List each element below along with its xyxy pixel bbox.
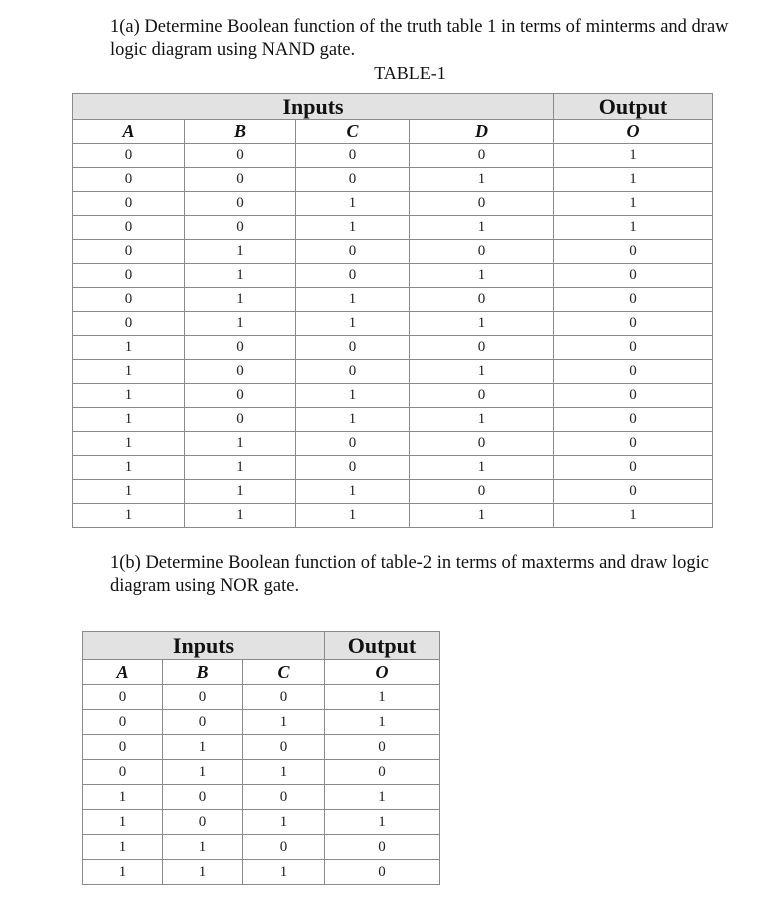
cell-o: 1: [325, 685, 440, 710]
cell-b: 0: [163, 710, 243, 735]
table-row: [83, 785, 440, 810]
cell-o: 0: [325, 860, 440, 885]
cell-a: 0: [83, 685, 163, 710]
cell-a: 1: [73, 360, 185, 384]
cell-o: 1: [554, 144, 713, 168]
table-row: [73, 240, 713, 264]
cell-d: 1: [410, 456, 554, 480]
cell-o: 0: [554, 336, 713, 360]
cell-a: 1: [73, 504, 185, 528]
table-row: [73, 432, 713, 456]
cell-b: 0: [163, 785, 243, 810]
cell-b: 0: [163, 810, 243, 835]
cell-o: 0: [325, 760, 440, 785]
table1-body: [73, 144, 713, 528]
cell-c: 0: [243, 835, 325, 860]
cell-d: 1: [410, 168, 554, 192]
cell-a: 1: [83, 785, 163, 810]
table2-col-a: A: [83, 660, 163, 685]
table1-col-d: D: [410, 120, 554, 144]
table-row: [73, 288, 713, 312]
cell-a: 0: [73, 216, 185, 240]
cell-o: 0: [554, 408, 713, 432]
table-row: [83, 760, 440, 785]
cell-o: 0: [325, 735, 440, 760]
cell-d: 1: [410, 360, 554, 384]
table-row: [73, 192, 713, 216]
cell-a: 0: [73, 168, 185, 192]
cell-o: 0: [554, 360, 713, 384]
cell-a: 1: [73, 432, 185, 456]
cell-a: 0: [73, 312, 185, 336]
cell-b: 1: [185, 480, 296, 504]
cell-b: 1: [163, 760, 243, 785]
table1-col-b: B: [185, 120, 296, 144]
table-row: [73, 144, 713, 168]
table2-body: [83, 685, 440, 885]
cell-d: 1: [410, 504, 554, 528]
cell-c: 1: [296, 384, 410, 408]
cell-b: 0: [185, 192, 296, 216]
cell-b: 1: [185, 288, 296, 312]
truth-table-1: [72, 93, 713, 528]
cell-a: 1: [83, 860, 163, 885]
cell-d: 1: [410, 216, 554, 240]
cell-a: 0: [83, 710, 163, 735]
table-row: [83, 710, 440, 735]
cell-d: 0: [410, 432, 554, 456]
cell-d: 0: [410, 288, 554, 312]
cell-a: 0: [83, 760, 163, 785]
table-row: [73, 216, 713, 240]
cell-o: 1: [325, 710, 440, 735]
cell-d: 1: [410, 408, 554, 432]
cell-a: 0: [73, 144, 185, 168]
cell-c: 0: [243, 785, 325, 810]
table-row: [83, 860, 440, 885]
cell-d: 0: [410, 336, 554, 360]
cell-o: 0: [554, 312, 713, 336]
cell-o: 1: [554, 168, 713, 192]
table1-col-a: A: [73, 120, 185, 144]
table1-column-header: [73, 120, 713, 144]
cell-b: 1: [185, 264, 296, 288]
table-row: [73, 456, 713, 480]
cell-b: 1: [185, 312, 296, 336]
cell-b: 0: [163, 685, 243, 710]
cell-c: 0: [296, 336, 410, 360]
cell-c: 0: [296, 240, 410, 264]
cell-o: 0: [325, 835, 440, 860]
table-row: [73, 408, 713, 432]
table2-col-b: B: [163, 660, 243, 685]
cell-c: 1: [243, 710, 325, 735]
cell-d: 1: [410, 264, 554, 288]
cell-a: 1: [73, 336, 185, 360]
cell-c: 1: [296, 216, 410, 240]
table1-group-header: [73, 94, 713, 120]
cell-c: 1: [296, 408, 410, 432]
table2-col-o: O: [325, 660, 440, 685]
table1-caption: TABLE-1: [374, 63, 446, 83]
table-row: [73, 384, 713, 408]
cell-o: 0: [554, 240, 713, 264]
cell-a: 1: [73, 408, 185, 432]
cell-b: 1: [163, 735, 243, 760]
cell-d: 0: [410, 240, 554, 264]
cell-c: 0: [243, 735, 325, 760]
cell-c: 0: [296, 360, 410, 384]
cell-o: 0: [554, 288, 713, 312]
cell-b: 0: [185, 408, 296, 432]
cell-o: 1: [554, 504, 713, 528]
table-row: [73, 360, 713, 384]
cell-b: 1: [163, 835, 243, 860]
cell-a: 0: [73, 288, 185, 312]
cell-b: 0: [185, 336, 296, 360]
cell-c: 1: [296, 312, 410, 336]
cell-d: 0: [410, 480, 554, 504]
cell-b: 0: [185, 360, 296, 384]
cell-c: 1: [296, 288, 410, 312]
cell-c: 0: [296, 264, 410, 288]
truth-table-2: [82, 631, 440, 885]
table-row: [83, 835, 440, 860]
cell-c: 0: [243, 685, 325, 710]
table-row: [73, 168, 713, 192]
table2-inputs-header: Inputs: [83, 632, 325, 660]
cell-c: 0: [296, 168, 410, 192]
cell-d: 0: [410, 144, 554, 168]
cell-o: 0: [554, 264, 713, 288]
table-row: [83, 685, 440, 710]
cell-c: 1: [296, 480, 410, 504]
question-1a-text: 1(a) Determine Boolean function of the truth table 1 in terms of minterms and draw logic diagram using NAND gate.: [110, 17, 729, 60]
cell-c: 1: [296, 504, 410, 528]
table2-output-header: Output: [325, 632, 440, 660]
cell-o: 1: [554, 216, 713, 240]
table1-output-header: Output: [554, 94, 713, 120]
cell-b: 1: [185, 456, 296, 480]
cell-c: 0: [296, 432, 410, 456]
table-row: [83, 735, 440, 760]
table-row: [73, 504, 713, 528]
table-row: [73, 480, 713, 504]
cell-a: 1: [73, 456, 185, 480]
cell-c: 1: [243, 860, 325, 885]
cell-b: 1: [163, 860, 243, 885]
cell-a: 1: [73, 480, 185, 504]
cell-o: 1: [325, 810, 440, 835]
table2-col-c: C: [243, 660, 325, 685]
table2-column-header: [83, 660, 440, 685]
cell-o: 1: [554, 192, 713, 216]
cell-b: 1: [185, 504, 296, 528]
cell-a: 0: [83, 735, 163, 760]
cell-a: 0: [73, 192, 185, 216]
table1-inputs-header: Inputs: [73, 94, 554, 120]
cell-d: 0: [410, 384, 554, 408]
cell-a: 0: [73, 240, 185, 264]
table-row: [83, 810, 440, 835]
cell-c: 0: [296, 456, 410, 480]
cell-o: 0: [554, 480, 713, 504]
cell-d: 1: [410, 312, 554, 336]
table1-col-o: O: [554, 120, 713, 144]
cell-o: 1: [325, 785, 440, 810]
cell-b: 1: [185, 240, 296, 264]
cell-c: 1: [243, 810, 325, 835]
cell-a: 1: [73, 384, 185, 408]
cell-b: 0: [185, 168, 296, 192]
cell-c: 1: [243, 760, 325, 785]
cell-d: 0: [410, 192, 554, 216]
cell-b: 0: [185, 144, 296, 168]
table-row: [73, 336, 713, 360]
table-row: [73, 264, 713, 288]
table1-col-c: C: [296, 120, 410, 144]
cell-c: 0: [296, 144, 410, 168]
cell-a: 1: [83, 835, 163, 860]
cell-o: 0: [554, 384, 713, 408]
cell-b: 0: [185, 216, 296, 240]
cell-o: 0: [554, 456, 713, 480]
question-1b-text: 1(b) Determine Boolean function of table-2 in terms of maxterms and draw logic diagram using NOR gate.: [110, 553, 710, 596]
cell-b: 1: [185, 432, 296, 456]
cell-c: 1: [296, 192, 410, 216]
cell-a: 1: [83, 810, 163, 835]
table2-group-header: [83, 632, 440, 660]
cell-a: 0: [73, 264, 185, 288]
cell-o: 0: [554, 432, 713, 456]
cell-b: 0: [185, 384, 296, 408]
table-row: [73, 312, 713, 336]
